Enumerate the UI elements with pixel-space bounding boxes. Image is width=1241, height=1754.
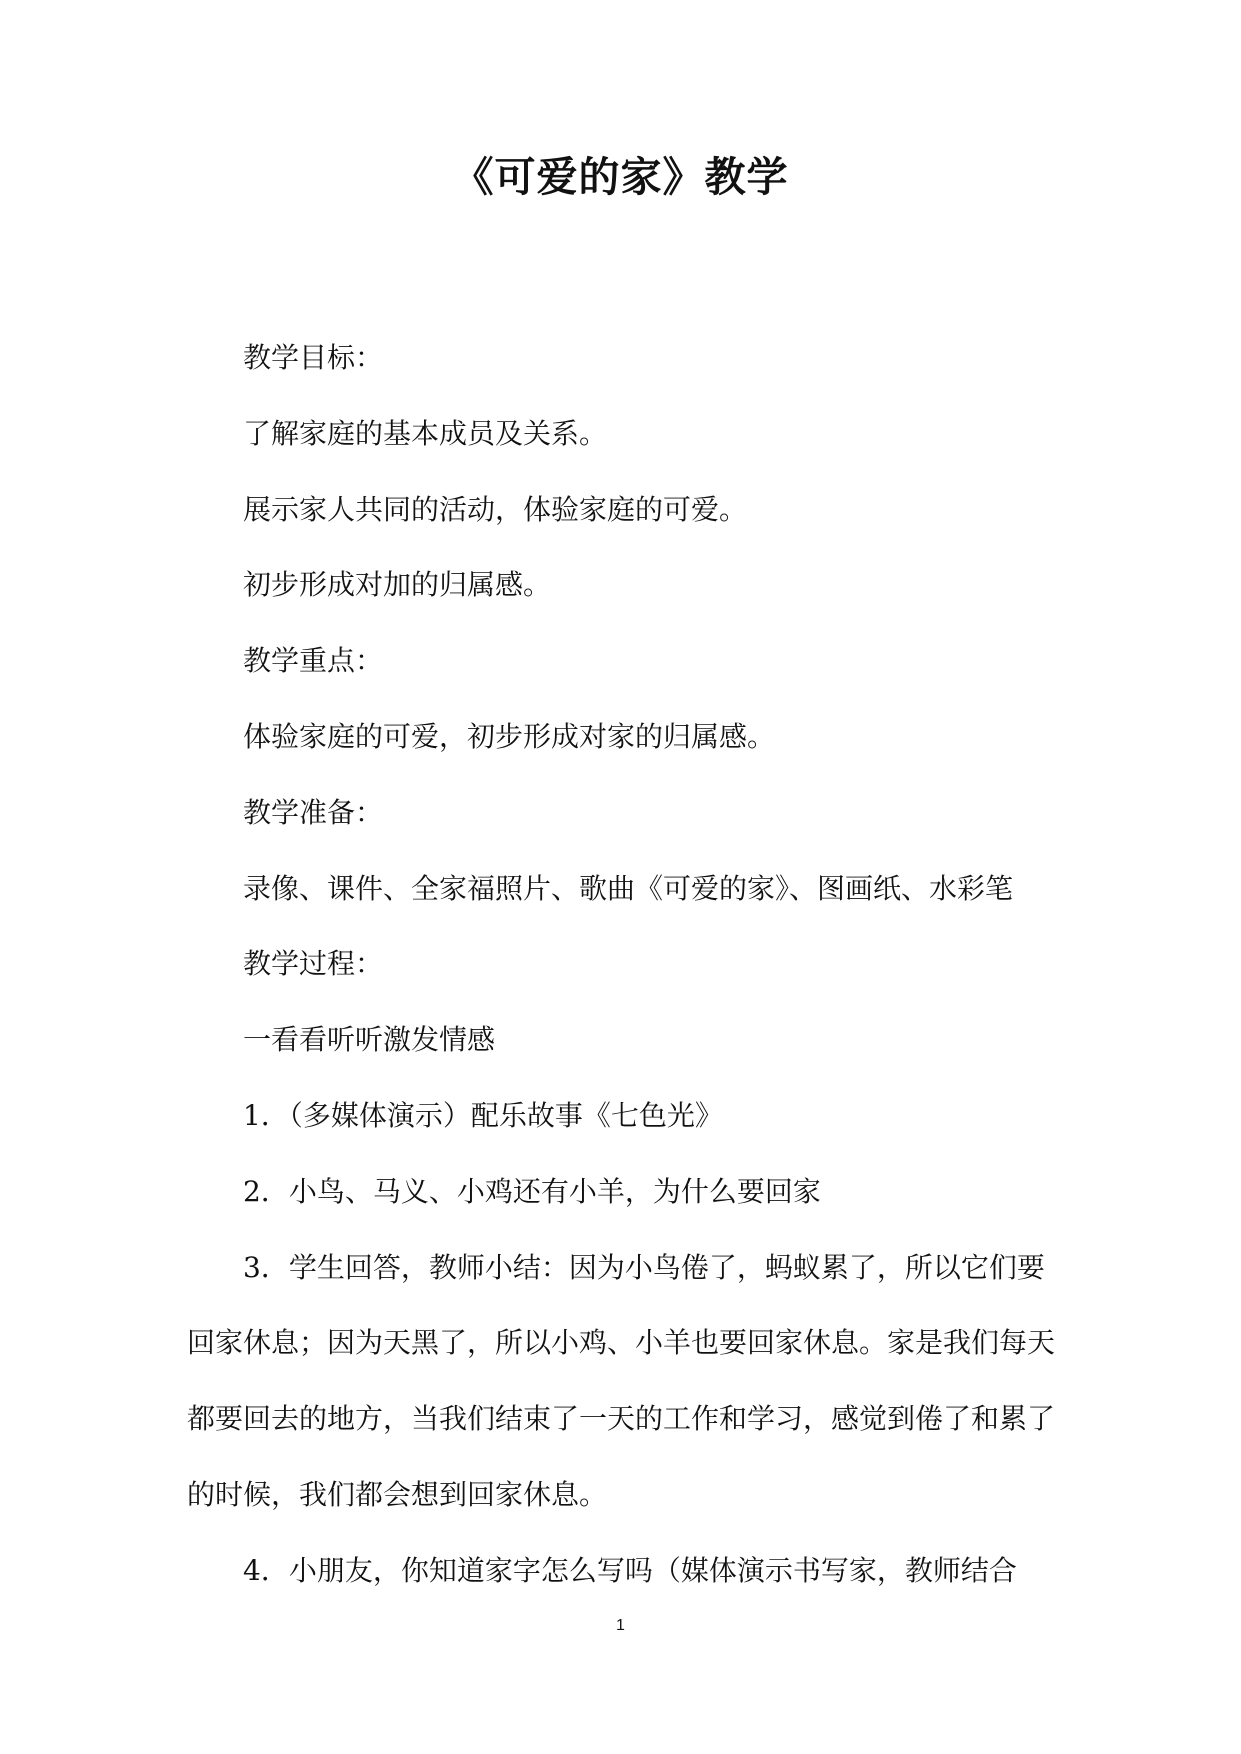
document-body: [187, 320, 1057, 1609]
paragraph: 2．小鸟、马义、小鸡还有小羊，为什么要回家: [243, 1174, 821, 1208]
paragraph: 3．学生回答，教师小结：因为小鸟倦了，蚂蚁累了，所以它们要回家休息；因为天黑了，所以小鸡、小羊也要回家休息。家是我们每天都要回去的地方，当我们结束了一天的工作和学习，感觉到倦了和累了的时候，我们都会想到回家休息。: [187, 1250, 1056, 1511]
paragraph: 1．（多媒体演示）配乐故事《七色光》: [243, 1098, 723, 1132]
paragraph: 教学过程：: [243, 947, 384, 981]
paragraph: 体验家庭的可爱，初步形成对家的归属感。: [243, 719, 776, 753]
document-title: 《可爱的家》教学: [452, 153, 789, 201]
paragraph: 一看看听听激发情感: [243, 1023, 496, 1057]
paragraph: 初步形成对加的归属感。: [243, 568, 552, 602]
paragraph: 4．小朋友，你知道家字怎么写吗（媒体演示书写家，教师结合: [243, 1553, 1017, 1587]
paragraph: 展示家人共同的活动，体验家庭的可爱。: [243, 492, 748, 526]
page-number: 1: [616, 1617, 625, 1634]
paragraph: 教学重点：: [243, 644, 384, 678]
paragraph: 了解家庭的基本成员及关系。: [243, 416, 608, 450]
paragraph: 教学目标：: [243, 341, 384, 374]
paragraph: 教学准备：: [243, 795, 384, 829]
paragraph: 录像、课件、全家福照片、歌曲《可爱的家》、图画纸、水彩笔: [243, 871, 1014, 905]
